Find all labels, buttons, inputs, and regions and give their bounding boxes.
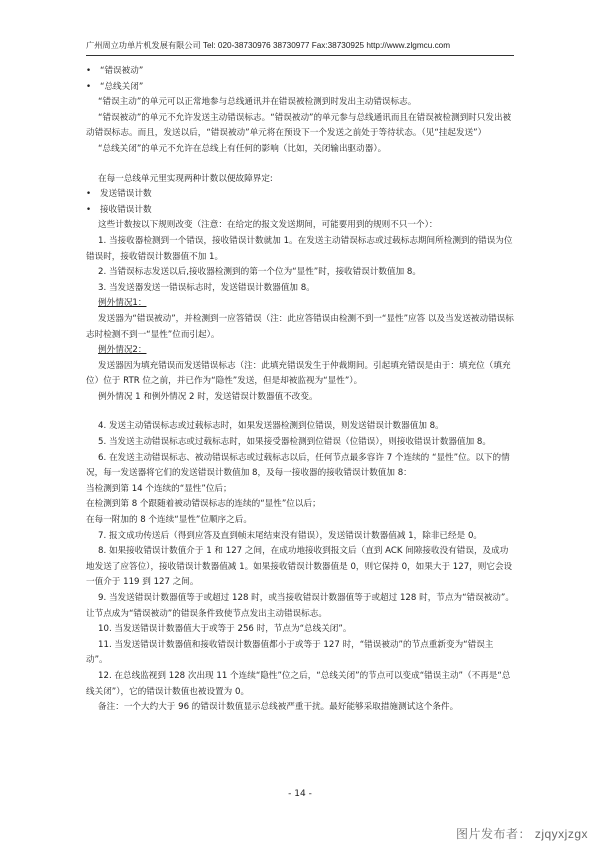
bullet-icon: • xyxy=(86,189,92,200)
rule-item: 3. 当发送器发送一错误标志时，发送错误计数器值加 8。 xyxy=(98,282,315,293)
paragraph: “错误被动”的单元不允许发送主动错误标志。“错误被动”的单元参与总线通讯而且在错误被检测到时只发出被动错误标志。而且，发送以后，“错误被动”单元将在预设下一个发送之前处于等待状态。（见“挂起发送”） xyxy=(86,112,512,139)
rule6-subitem: 在检测到第 8 个跟随着被动错误标志的连续的“显性”位以后； xyxy=(86,499,321,510)
bullet-item: • “总线关闭” xyxy=(86,80,514,96)
rule6-subitem: 在每一附加的 8 个连续“显性”位顺序之后。 xyxy=(86,515,252,526)
bullet-icon: • xyxy=(86,66,92,76)
rule6-subitem: 当检测到第 14 个连续的“显性”位后； xyxy=(86,483,232,494)
bullet-icon: • xyxy=(86,204,92,215)
rule-item: 5. 当发送主动错误标志或过载标志时，如果接受器检测到位错误（位错误），则接收错误计数器值加 8。 xyxy=(98,437,491,448)
paragraph: 在每一总线单元里实现两种计数以便故障界定: xyxy=(98,173,273,184)
exception-text: 发送器因为填充错误而发送错误标志（注：此填充错误发生于仲裁期间。引起填充错误是由于：填充位（填充位）位于 RTR 位之前，并已作为“隐性”发送，但是却被监视为“显性”）。 xyxy=(86,360,511,387)
exception-note: 例外情况 1 和例外情况 2 时，发送错误计数器值不改变。 xyxy=(98,391,318,402)
page-header: 广州周立功单片机发展有限公司 Tel: 020-38730976 38730977 Fax:38730925 http://www.zlgmcu.com xyxy=(86,41,451,50)
paragraph: 这些计数按以下规则改变（注意：在给定的报文发送期间，可能要用到的规则不只一个）： xyxy=(98,220,438,231)
exception-title: 例外情况1： xyxy=(98,298,147,309)
paragraph: “总线关闭”的单元不允许在总线上有任何的影响（比如，关闭输出驱动器）。 xyxy=(98,143,387,154)
rule-item: 8. 如果接收错误计数值介于 1 和 127 之间，在成功地接收到报文后（直到 ACK 间隙接收没有错误，及成功地发送了应答位），接收错误计数器值减 1。如果接收错误计数器值是 0，则它保持 0，如果大于 127，则它会设一值介于 119 到 127 之间。 xyxy=(86,546,513,588)
rule-item: 9. 当发送错误计数器值等于或超过 128 时，或当接收错误计数器值等于或超过 128 时，节点为“错误被动”。让节点成为“错误被动”的错误条件致使节点发出主动错误标志。 xyxy=(86,593,514,619)
page-body xyxy=(86,64,514,716)
exception-title: 例外情况2： xyxy=(98,345,147,356)
rule-item: 11. 当发送错误计数器值和接收错误计数器值都小于或等于 127 时，“错误被动”的节点重新变为“错误主动”。 xyxy=(86,639,494,666)
bullet-item: • 接收错误计数 xyxy=(86,203,514,219)
rule-item: 6. 在发送主动错误标志、被动错误标志或过载标志以后，任何节点最多容许 7 个连续的 “显性”位。以下的情况，每一发送器将它们的发送错误计数值加 8，及每一接收器的接收错误计数值加 8： xyxy=(86,452,510,479)
rule-item: 1. 当接收器检测到一个错误，接收错误计数就加 1。在发送主动错误标志或过载标志期间所检测到的错误为位错误时，接收错误计数器值不加 1。 xyxy=(86,235,513,262)
rule-item: 4. 发送主动错误标志或过载标志时，如果发送器检测到位错误，则发送错误计数器值加 8。 xyxy=(98,421,444,432)
rule-item: 12. 在总线监视到 128 次出现 11 个连续“隐性”位之后，“总线关闭”的节点可以变成“错误主动”（不再是“总线关闭”），它的错误计数值也被设置为 0。 xyxy=(86,670,511,697)
rule-item: 10. 当发送错误计数器值大于或等于 256 时，节点为“总线关闭”。 xyxy=(98,624,352,635)
watermark: 图片发布者： zjqyxjzgx xyxy=(455,827,588,841)
exception-text: 发送器为“错误被动”，并检测到一应答错误（注：此应答错误由检测不到一“显性”应答 以及当发送被动错误标志时检测不到一“显性”位而引起）。 xyxy=(86,313,514,340)
rule-item: 2. 当错误标志发送以后,接收器检测到的第一个位为“显性”时，接收错误计数值加 8。 xyxy=(98,267,421,278)
page-number: - 14 - xyxy=(288,789,312,799)
bullet-item: • “错误被动” xyxy=(86,64,514,80)
paragraph: “错误主动”的单元可以正常地参与总线通讯并在错误被检测到时发出主动错误标志。 xyxy=(98,97,417,108)
rule-item: 7. 报文成功传送后（得到应答及直到帧末尾结束没有错误），发送错误计数器值减 1，除非已经是 0。 xyxy=(98,530,483,541)
bullet-icon: • xyxy=(86,81,92,92)
bullet-item: • 发送错误计数 xyxy=(86,187,514,203)
note: 备注：一个大约大于 96 的错误计数值显示总线被严重干扰。最好能够采取措施测试这个条件。 xyxy=(98,702,459,713)
header-rule xyxy=(86,55,514,56)
